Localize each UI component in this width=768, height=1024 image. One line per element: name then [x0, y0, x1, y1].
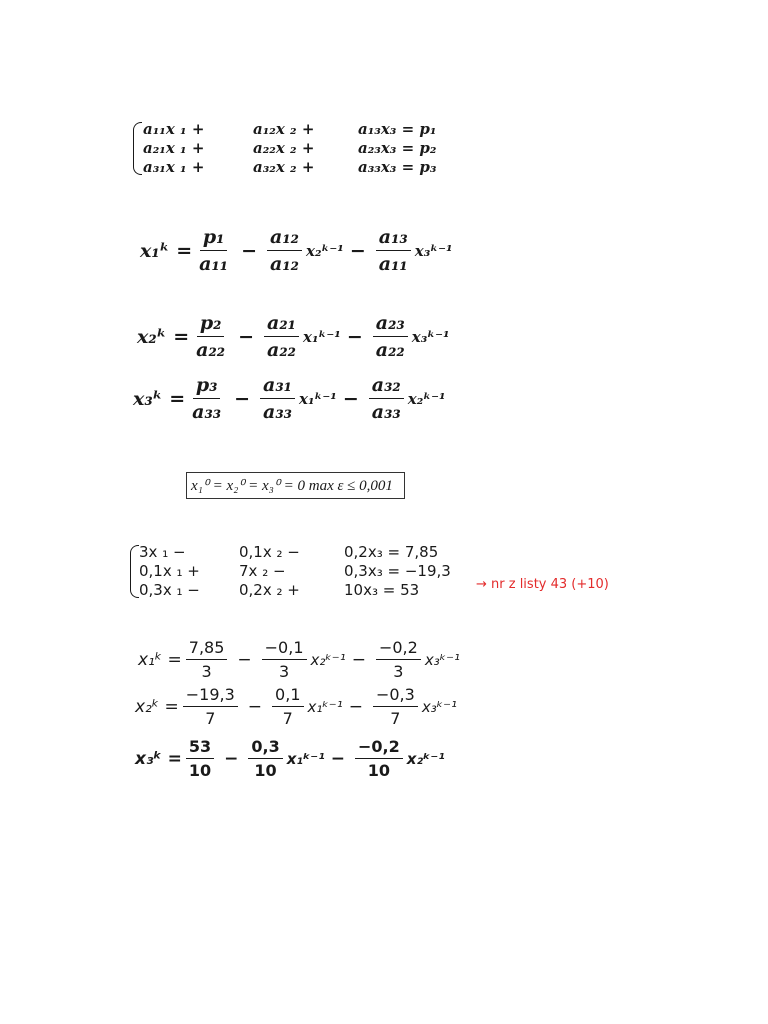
fraction-numerator: a₂₁: [264, 312, 299, 337]
term: a₁₃x₃ = p₁: [358, 120, 437, 138]
term: 0,1x ₁ +: [139, 562, 200, 580]
fraction-denominator: a₁₁: [199, 253, 229, 275]
general-equation-system: [133, 120, 436, 177]
formula-lhs: x₁ᵏ =: [138, 649, 182, 670]
equation-row: [143, 139, 436, 158]
fraction-numerator: 7,85: [186, 638, 228, 660]
fraction-denominator: 3: [278, 662, 290, 681]
fraction-numerator: a₁₂: [267, 226, 302, 251]
fraction-denominator: a₁₂: [270, 253, 299, 275]
term: a₃₁x ₁ +: [143, 158, 205, 176]
equation-row: [139, 543, 451, 562]
fraction-numerator: a₂₃: [373, 312, 408, 337]
term: 7x ₂ −: [239, 562, 286, 580]
formula-lhs: x₁ᵏ =: [140, 239, 193, 262]
formula-lhs: x₂ᵏ =: [135, 696, 179, 717]
term: 0,2x ₂ +: [239, 581, 300, 599]
fraction-denominator: 3: [201, 662, 212, 681]
term: a₂₂x ₂ +: [253, 139, 315, 157]
general-formula-3: x₃ᵏ = $\frac{\text{p₃}}{\text{a₃₃}}$ − $\frac{\text{a₃₁}}{\text{a₃₃}}$ x₁ᵏ⁻¹ − $\frac{\text{a₃₂}}{\text{a₃₃}}$ x₂ᵏ⁻¹: [133, 374, 446, 423]
numeric-formula-3: x₃ᵏ = $\frac{53}{10}$ − $\frac{0,3}{10}$ x₁ᵏ⁻¹ − $\frac{-0,2}{10}$ x₂ᵏ⁻¹: [135, 737, 445, 780]
term: 0,3x ₁ −: [139, 581, 200, 599]
fraction-denominator: 7: [390, 709, 401, 728]
formula-lhs: x₃ᵏ =: [133, 387, 186, 410]
variable: x₃ᵏ⁻¹: [414, 241, 453, 260]
fraction-denominator: 7: [205, 709, 216, 728]
equation-row: [143, 158, 436, 177]
variable: x₁ᵏ⁻¹: [307, 697, 343, 716]
term: a₃₂x ₂ +: [253, 158, 315, 176]
term: a₂₁x ₁ +: [143, 139, 205, 157]
fraction-denominator: a₂₂: [375, 339, 405, 361]
variable: x₁ᵏ⁻¹: [299, 389, 337, 408]
general-formula-1: x₁ᵏ = $\frac{\text{p₁}}{\text{a₁₁}}$ − $\frac{\text{a₁₂}}{\text{a₁₂}}$ x₂ᵏ⁻¹ − $\frac{\text{a₁₃}}{\text{a₁₁}}$ x₃ᵏ⁻¹: [140, 226, 453, 275]
general-formula-2: x₂ᵏ = $\frac{\text{p₂}}{\text{a₂₂}}$ − $\frac{\text{a₂₁}}{\text{a₂₂}}$ x₁ᵏ⁻¹ − $\frac{\text{a₂₃}}{\text{a₂₂}}$ x₃ᵏ⁻¹: [137, 312, 450, 361]
system-brace: [133, 122, 142, 175]
term: 3x ₁ −: [139, 543, 186, 561]
variable: x₁ᵏ⁻¹: [286, 749, 325, 768]
numeric-formula-2: x₂ᵏ = $\frac{-19,3}{7}$ − $\frac{0,1}{7}$ x₁ᵏ⁻¹ − $\frac{-0,3}{7}$ x₃ᵏ⁻¹: [135, 685, 458, 728]
fraction-numerator: p₁: [200, 226, 228, 251]
fraction-numerator: −0,2: [355, 737, 403, 759]
fraction-numerator: p₃: [193, 374, 221, 399]
term: a₁₂x ₂ +: [253, 120, 315, 138]
initial-condition-box: x₁⁰ = x₂⁰ = x₃⁰ = 0 max ε ≤ 0,001: [186, 472, 405, 499]
variable: x₂ᵏ⁻¹: [306, 241, 344, 260]
fraction-numerator: 0,1: [272, 685, 303, 707]
numeric-formula-1: x₁ᵏ = $\frac{7,85}{3}$ − $\frac{-0,1}{3}$ x₂ᵏ⁻¹ − $\frac{-0,2}{3}$ x₃ᵏ⁻¹: [138, 638, 461, 681]
fraction-numerator: −19,3: [183, 685, 238, 707]
fraction-numerator: −0,1: [262, 638, 307, 660]
fraction-denominator: 10: [367, 761, 391, 780]
formula-lhs: x₃ᵏ =: [135, 748, 182, 769]
term: 10x₃ = 53: [344, 581, 420, 599]
fraction-denominator: 3: [393, 662, 404, 681]
equation-row: [143, 120, 436, 139]
numeric-equation-system: [130, 543, 451, 600]
term: a₂₃x₃ = p₂: [358, 139, 437, 157]
equation-row: [139, 581, 451, 600]
variable: x₃ᵏ⁻¹: [424, 650, 461, 669]
fraction-denominator: 10: [254, 761, 277, 780]
fraction-numerator: a₃₂: [369, 374, 404, 399]
system-brace: [130, 545, 139, 598]
variable: x₃ᵏ⁻¹: [421, 697, 458, 716]
fraction-numerator: a₃₁: [260, 374, 295, 399]
fraction-numerator: −0,3: [373, 685, 418, 707]
variable: x₂ᵏ⁻¹: [310, 650, 346, 669]
fraction-denominator: a₃₃: [192, 401, 222, 423]
term: a₁₁x ₁ +: [143, 120, 205, 138]
variable: x₂ᵏ⁻¹: [407, 389, 446, 408]
fraction-numerator: p₂: [197, 312, 225, 337]
variable: x₁ᵏ⁻¹: [303, 327, 341, 346]
fraction-denominator: a₁₁: [378, 253, 408, 275]
term: 0,3x₃ = −19,3: [344, 562, 451, 580]
formula-lhs: x₂ᵏ =: [137, 325, 190, 348]
fraction-denominator: a₃₃: [371, 401, 401, 423]
fraction-numerator: 53: [186, 737, 214, 759]
term: 0,2x₃ = 7,85: [344, 543, 439, 561]
variable: x₂ᵏ⁻¹: [406, 749, 445, 768]
fraction-numerator: −0,2: [376, 638, 421, 660]
variable: x₃ᵏ⁻¹: [411, 327, 450, 346]
fraction-numerator: a₁₃: [376, 226, 411, 251]
fraction-denominator: a₃₃: [263, 401, 292, 423]
term: 0,1x ₂ −: [239, 543, 300, 561]
fraction-denominator: 7: [282, 709, 293, 728]
fraction-denominator: 10: [188, 761, 212, 780]
fraction-denominator: a₂₂: [267, 339, 296, 361]
list-number-note: → nr z listy 43 (+10): [476, 577, 609, 592]
fraction-numerator: 0,3: [248, 737, 282, 759]
fraction-denominator: a₂₂: [196, 339, 226, 361]
term: a₃₃x₃ = p₃: [358, 158, 437, 176]
equation-row: [139, 562, 451, 581]
